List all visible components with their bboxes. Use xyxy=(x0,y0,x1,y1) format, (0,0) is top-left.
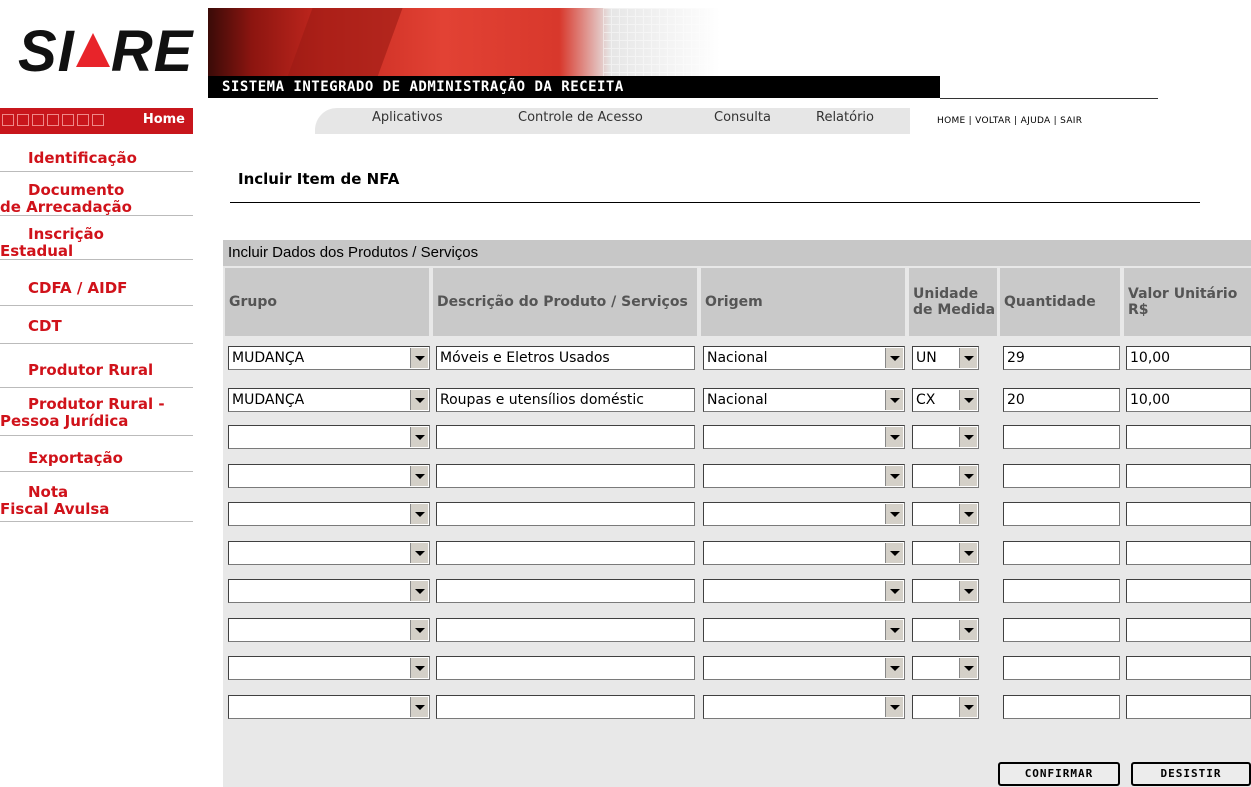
sidebar-item-exportacao[interactable]: Exportação xyxy=(0,450,193,472)
valor-input[interactable] xyxy=(1126,579,1251,603)
descricao-input[interactable] xyxy=(436,346,695,370)
page-title: Incluir Item de NFA xyxy=(238,170,400,188)
quantidade-input[interactable] xyxy=(1003,618,1120,642)
col-header-grupo: Grupo xyxy=(225,268,429,336)
logo-triangle-icon xyxy=(76,33,110,67)
descricao-input-value: Móveis e Eletros Usados xyxy=(440,350,610,366)
dropdown-arrow-icon[interactable] xyxy=(885,390,903,410)
dropdown-arrow-icon[interactable] xyxy=(885,620,903,640)
origem-select[interactable] xyxy=(703,346,905,370)
col-header-descricao: Descrição do Produto / Serviços xyxy=(433,268,697,336)
top-links[interactable]: HOME | VOLTAR | AJUDA | SAIR xyxy=(937,116,1083,126)
quantidade-input[interactable] xyxy=(1003,656,1120,680)
dropdown-arrow-icon[interactable] xyxy=(885,348,903,368)
dropdown-arrow-icon[interactable] xyxy=(885,697,903,717)
origem-select[interactable] xyxy=(703,656,905,680)
quantidade-input[interactable] xyxy=(1003,388,1120,412)
grupo-select-value: MUDANÇA xyxy=(232,350,305,366)
dropdown-arrow-icon[interactable] xyxy=(959,620,977,640)
origem-select[interactable] xyxy=(703,502,905,526)
grupo-select[interactable] xyxy=(228,346,430,370)
descricao-input[interactable] xyxy=(436,502,695,526)
col-header-unidade: Unidade de Medida xyxy=(909,268,997,336)
sidebar-item-documento-arrecadacao[interactable]: Documento de Arrecadação xyxy=(0,182,193,216)
descricao-input[interactable] xyxy=(436,618,695,642)
descricao-input[interactable] xyxy=(436,388,695,412)
dropdown-arrow-icon[interactable] xyxy=(885,427,903,447)
quantidade-input-value: 29 xyxy=(1007,350,1025,366)
sidebar-home-label: Home xyxy=(142,112,185,127)
dropdown-arrow-icon[interactable] xyxy=(885,543,903,563)
quantidade-input[interactable] xyxy=(1003,425,1120,449)
unidade-select[interactable] xyxy=(912,425,979,449)
unidade-select[interactable] xyxy=(912,695,979,719)
grupo-select[interactable] xyxy=(228,464,430,488)
valor-input[interactable] xyxy=(1126,346,1251,370)
dropdown-arrow-icon[interactable] xyxy=(410,504,428,524)
dropdown-arrow-icon[interactable] xyxy=(959,543,977,563)
quantidade-input[interactable] xyxy=(1003,346,1120,370)
header-banner xyxy=(208,8,940,76)
sidebar-item-cdt[interactable]: CDT xyxy=(0,318,193,344)
system-title-bar: SISTEMA INTEGRADO DE ADMINISTRAÇÃO DA RECEITA xyxy=(208,76,940,98)
decor-square-icon xyxy=(77,114,89,126)
quantidade-input[interactable] xyxy=(1003,464,1120,488)
unidade-select[interactable] xyxy=(912,464,979,488)
dropdown-arrow-icon[interactable] xyxy=(410,581,428,601)
sidebar-item-cdfa-aidf[interactable]: CDFA / AIDF xyxy=(0,280,193,306)
origem-select[interactable] xyxy=(703,464,905,488)
grupo-select[interactable] xyxy=(228,541,430,565)
dropdown-arrow-icon[interactable] xyxy=(410,427,428,447)
dropdown-arrow-icon[interactable] xyxy=(885,658,903,678)
dropdown-arrow-icon[interactable] xyxy=(959,697,977,717)
dropdown-arrow-icon[interactable] xyxy=(959,504,977,524)
dropdown-arrow-icon[interactable] xyxy=(410,348,428,368)
decor-square-icon xyxy=(2,114,14,126)
nav-aplicativos[interactable]: Aplicativos xyxy=(372,110,443,125)
grupo-select-value: MUDANÇA xyxy=(232,392,305,408)
sidebar-item-nota-fiscal-avulsa[interactable]: Nota Fiscal Avulsa xyxy=(0,484,193,522)
grupo-select[interactable] xyxy=(228,618,430,642)
header-divider xyxy=(940,98,1158,99)
valor-input-value: 10,00 xyxy=(1130,392,1171,408)
quantidade-input[interactable] xyxy=(1003,579,1120,603)
grupo-select[interactable] xyxy=(228,388,430,412)
origem-select[interactable] xyxy=(703,579,905,603)
dropdown-arrow-icon[interactable] xyxy=(959,658,977,678)
quantidade-input-value: 20 xyxy=(1007,392,1025,408)
dropdown-arrow-icon[interactable] xyxy=(959,348,977,368)
dropdown-arrow-icon[interactable] xyxy=(885,504,903,524)
sidebar-item-produtor-rural-pj[interactable]: Produtor Rural - Pessoa Jurídica xyxy=(0,396,193,436)
nav-relatorio[interactable]: Relatório xyxy=(816,110,874,125)
decor-square-icon xyxy=(32,114,44,126)
descricao-input[interactable] xyxy=(436,541,695,565)
origem-select[interactable] xyxy=(703,541,905,565)
dropdown-arrow-icon[interactable] xyxy=(410,697,428,717)
sidebar-home[interactable] xyxy=(0,108,193,134)
unidade-select[interactable] xyxy=(912,541,979,565)
unidade-select-value: CX xyxy=(916,392,936,408)
decor-square-icon xyxy=(92,114,104,126)
dropdown-arrow-icon[interactable] xyxy=(959,466,977,486)
origem-select[interactable] xyxy=(703,425,905,449)
descricao-input[interactable] xyxy=(436,464,695,488)
unidade-select[interactable] xyxy=(912,656,979,680)
decor-square-icon xyxy=(62,114,74,126)
dropdown-arrow-icon[interactable] xyxy=(410,620,428,640)
col-header-quantidade: Quantidade xyxy=(1000,268,1120,336)
valor-input[interactable] xyxy=(1126,502,1251,526)
col-header-valor: Valor Unitário R$ xyxy=(1124,268,1251,336)
dropdown-arrow-icon[interactable] xyxy=(885,466,903,486)
valor-input[interactable] xyxy=(1126,541,1251,565)
valor-input[interactable] xyxy=(1126,388,1251,412)
dropdown-arrow-icon[interactable] xyxy=(959,581,977,601)
quantidade-input[interactable] xyxy=(1003,541,1120,565)
valor-input[interactable] xyxy=(1126,656,1251,680)
dropdown-arrow-icon[interactable] xyxy=(410,658,428,678)
decor-square-icon xyxy=(47,114,59,126)
siare-logo: SI RE xyxy=(18,19,194,84)
title-divider xyxy=(230,202,1200,203)
dropdown-arrow-icon[interactable] xyxy=(885,581,903,601)
dropdown-arrow-icon[interactable] xyxy=(410,466,428,486)
sidebar-item-inscricao-estadual[interactable]: Inscrição Estadual xyxy=(0,226,193,260)
dropdown-arrow-icon[interactable] xyxy=(959,390,977,410)
grupo-select[interactable] xyxy=(228,502,430,526)
origem-select[interactable] xyxy=(703,695,905,719)
unidade-select[interactable] xyxy=(912,388,979,412)
descricao-input-value: Roupas e utensílios doméstic xyxy=(440,392,645,408)
origem-select-value: Nacional xyxy=(707,392,768,408)
quantidade-input[interactable] xyxy=(1003,695,1120,719)
grupo-select[interactable] xyxy=(228,695,430,719)
unidade-select[interactable] xyxy=(912,502,979,526)
unidade-select[interactable] xyxy=(912,346,979,370)
valor-input[interactable] xyxy=(1126,425,1251,449)
dropdown-arrow-icon[interactable] xyxy=(410,543,428,563)
panel-header xyxy=(223,240,1251,266)
decor-square-icon xyxy=(17,114,29,126)
valor-input[interactable] xyxy=(1126,695,1251,719)
grupo-select[interactable] xyxy=(228,425,430,449)
dropdown-arrow-icon[interactable] xyxy=(959,427,977,447)
panel-title: Incluir Dados dos Produtos / Serviços xyxy=(228,244,479,261)
confirm-button[interactable]: CONFIRMAR xyxy=(998,762,1120,786)
cancel-button[interactable]: DESISTIR xyxy=(1131,762,1251,786)
quantidade-input[interactable] xyxy=(1003,502,1120,526)
origem-select[interactable] xyxy=(703,388,905,412)
descricao-input[interactable] xyxy=(436,695,695,719)
unidade-select[interactable] xyxy=(912,579,979,603)
valor-input-value: 10,00 xyxy=(1130,350,1171,366)
grupo-select[interactable] xyxy=(228,579,430,603)
descricao-input[interactable] xyxy=(436,579,695,603)
origem-select[interactable] xyxy=(703,618,905,642)
sidebar-item-produtor-rural[interactable]: Produtor Rural xyxy=(0,362,193,388)
nav-controle-de-acesso[interactable]: Controle de Acesso xyxy=(518,110,643,125)
sidebar-item-identificacao[interactable]: Identificação xyxy=(0,150,193,172)
unidade-select-value: UN xyxy=(916,350,937,366)
grupo-select[interactable] xyxy=(228,656,430,680)
unidade-select[interactable] xyxy=(912,618,979,642)
descricao-input[interactable] xyxy=(436,656,695,680)
descricao-input[interactable] xyxy=(436,425,695,449)
nav-consulta[interactable]: Consulta xyxy=(714,110,771,125)
origem-select-value: Nacional xyxy=(707,350,768,366)
valor-input[interactable] xyxy=(1126,464,1251,488)
valor-input[interactable] xyxy=(1126,618,1251,642)
col-header-origem: Origem xyxy=(701,268,905,336)
dropdown-arrow-icon[interactable] xyxy=(410,390,428,410)
